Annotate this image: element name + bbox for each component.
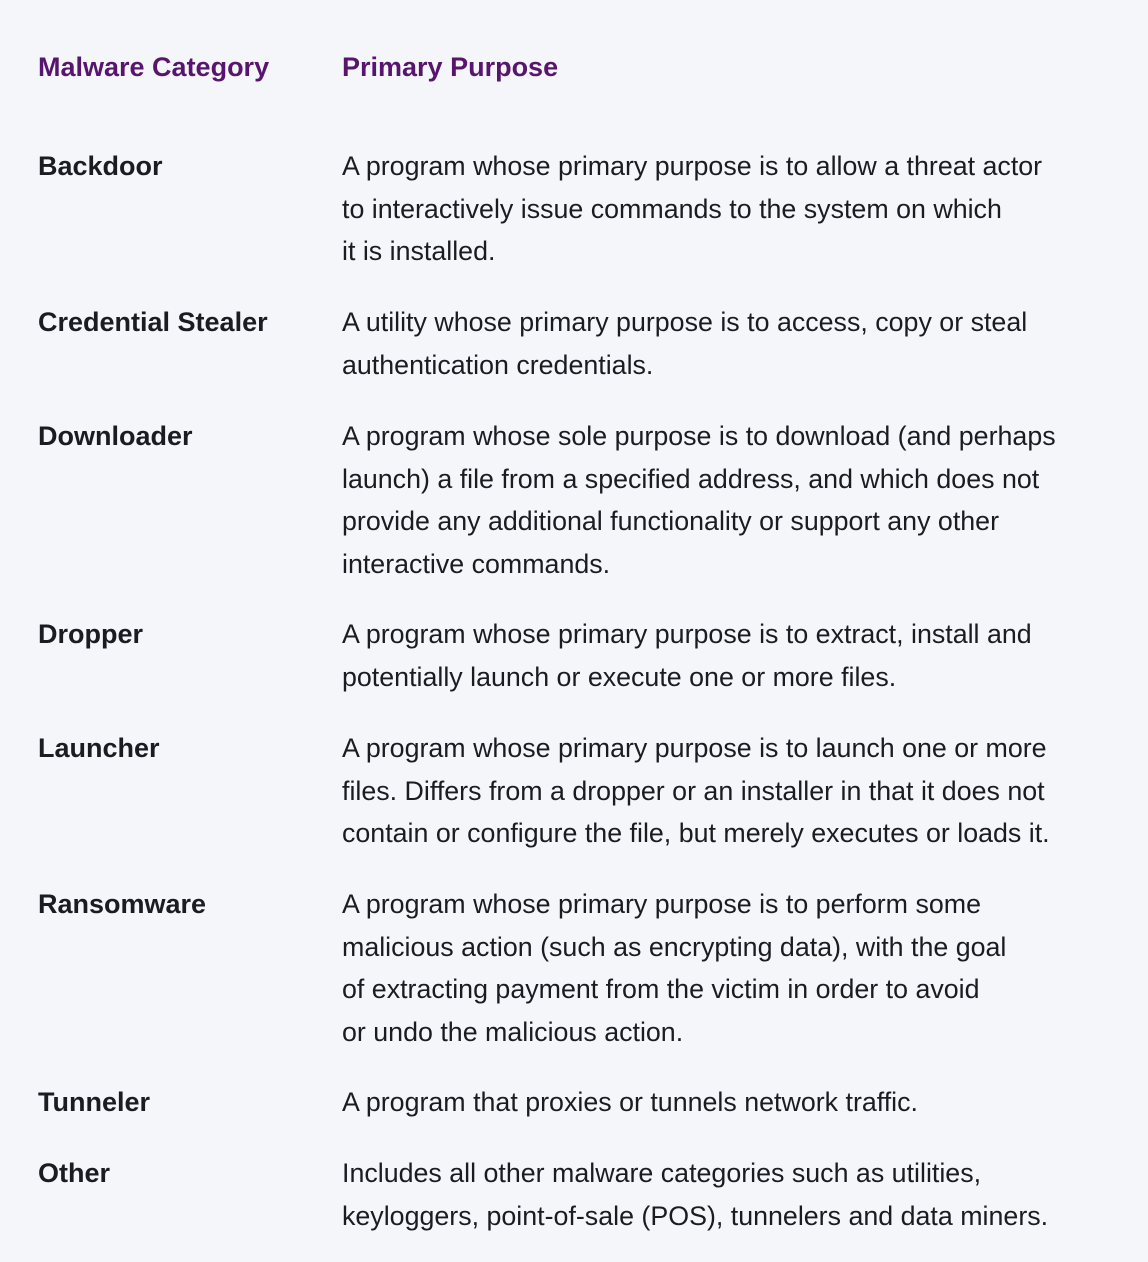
category-description bbox=[342, 1152, 1148, 1237]
description-line: to interactively issue commands to the system on which bbox=[342, 193, 1002, 224]
category-name: Ransomware bbox=[38, 889, 207, 919]
category-name: Launcher bbox=[38, 733, 160, 763]
description-line: A program whose primary purpose is to allow a threat actor bbox=[342, 151, 1043, 181]
category-description bbox=[342, 145, 1148, 273]
description-line: A program that proxies or tunnels network traffic. bbox=[342, 1087, 918, 1117]
category-description bbox=[342, 415, 1148, 585]
description-line: malicious action (such as encrypting data), with the goal bbox=[342, 931, 1007, 962]
description-line: interactive commands. bbox=[342, 548, 611, 579]
description-line: files. Differs from a dropper or an installer in that it does not bbox=[342, 775, 1045, 806]
category-description bbox=[342, 727, 1148, 855]
description-line: it is installed. bbox=[342, 236, 496, 266]
description-line: of extracting payment from the victim in order to avoid bbox=[342, 974, 980, 1004]
description-line: provide any additional functionality or support any other bbox=[342, 506, 1000, 536]
description-line: launch) a file from a specified address, and which does not bbox=[342, 463, 1040, 494]
header-malware-category: Malware Category bbox=[38, 52, 270, 82]
category-description bbox=[342, 1081, 1148, 1124]
description-line: A program whose sole purpose is to download (and perhaps bbox=[342, 421, 1056, 451]
category-description bbox=[342, 613, 1148, 698]
category-description bbox=[342, 301, 1148, 386]
category-name: Backdoor bbox=[38, 151, 163, 181]
description-line: authentication credentials. bbox=[342, 349, 654, 380]
category-description bbox=[342, 883, 1148, 1053]
description-line: contain or configure the file, but merely executes or loads it. bbox=[342, 818, 1050, 848]
description-line: A program whose primary purpose is to launch one or more bbox=[342, 733, 1047, 763]
description-line: Includes all other malware categories such as utilities, bbox=[342, 1158, 982, 1188]
description-line: A program whose primary purpose is to perform some bbox=[342, 889, 982, 919]
description-line: potentially launch or execute one or more files. bbox=[342, 661, 897, 692]
header-primary-purpose: Primary Purpose bbox=[342, 52, 559, 82]
description-line: or undo the malicious action. bbox=[342, 1016, 684, 1047]
category-name: Tunneler bbox=[38, 1087, 151, 1117]
category-name: Dropper bbox=[38, 619, 144, 649]
description-line: keyloggers, point-of-sale (POS), tunnelers and data miners. bbox=[342, 1200, 1049, 1231]
description-line: A utility whose primary purpose is to access, copy or steal bbox=[342, 307, 1028, 337]
category-name: Other bbox=[38, 1158, 111, 1188]
category-name: Credential Stealer bbox=[38, 307, 268, 337]
category-name: Downloader bbox=[38, 421, 193, 451]
description-line: A program whose primary purpose is to extract, install and bbox=[342, 619, 1032, 649]
